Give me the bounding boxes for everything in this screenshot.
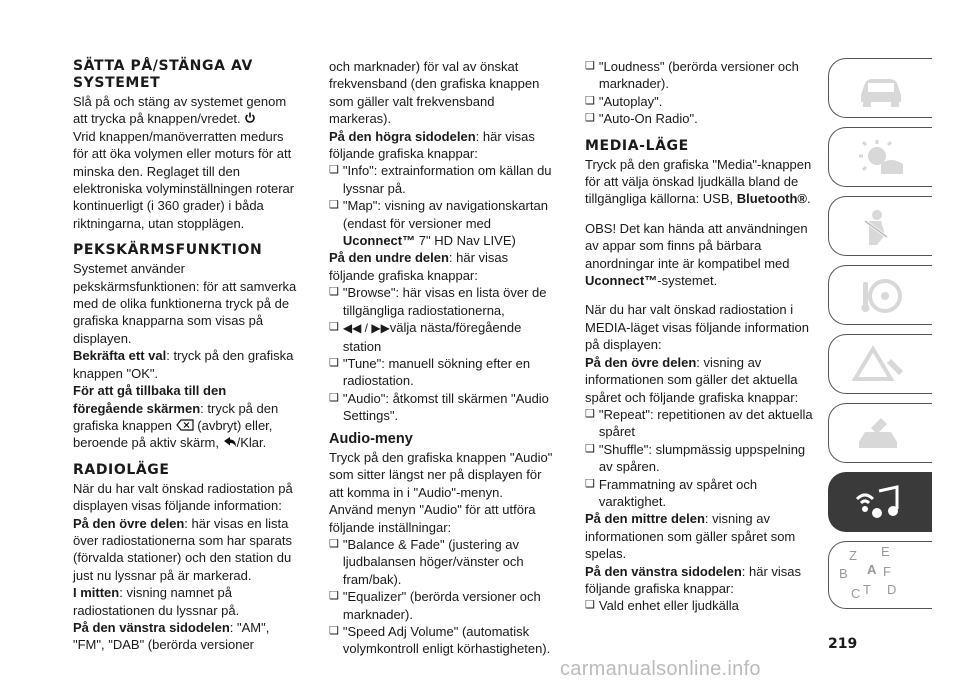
bold-term: För att gå tillbaka till den föregående skärmen [73, 383, 227, 416]
sun-dashboard-icon [851, 138, 911, 178]
column-2 [329, 58, 557, 658]
bold-term: Bekräfta ett val [73, 348, 167, 364]
text: "Loudness" (berörda versioner och marknader). [598, 59, 799, 92]
text: : "AM", "FM", "DAB" (berörda versioner [73, 619, 270, 653]
text: Vald enhet eller ljudkälla [598, 598, 739, 614]
tab-index[interactable] [828, 541, 932, 609]
prev-next-icon: ◀◀ / ▶▶ [342, 321, 390, 336]
brand-name: Uconnect™ [342, 233, 416, 249]
text: : här visas en lista över radiostationerna som har sparats (förvalda stationer) och den station du just nu lyssnar på är markerad. [73, 515, 292, 583]
index-letter: Z [849, 548, 857, 563]
tab-emergency[interactable] [828, 334, 932, 394]
bullet: ❑ [329, 199, 339, 212]
heading-touch: PEKSKÄRMSFUNKTION [73, 242, 263, 259]
text [343, 197, 557, 249]
bullet: ❑ [329, 321, 339, 334]
back-arrow-icon [223, 436, 237, 448]
list-item [329, 284, 557, 319]
text: 7" HD Nav LIVE) [418, 233, 516, 249]
heading-on-off: SÄTTA PÅ/STÄNGA AV SYSTEMET [73, 58, 253, 91]
steering-key-icon [851, 276, 911, 316]
bullet: ❑ [329, 164, 339, 177]
heading-audio-menu: Audio-meny [329, 430, 413, 447]
tab-starting-driving[interactable] [828, 265, 932, 325]
text: OBS! Det kan hända att användningen av appar som finns på bärbara anordningar inte är kompatibel med [585, 220, 808, 271]
text: Tryck på den grafiska "Media"-knappen för att välja önskad ljudkälla bland de tillgängliga källorna: USB, [585, 156, 812, 207]
text: välja nästa/föregående station [342, 320, 522, 354]
text: "Autoplay". [598, 93, 663, 109]
tab-multimedia[interactable] [828, 472, 932, 532]
text: : tryck på den grafiska knappen "OK". [73, 348, 294, 381]
text: : visning av informationen som gäller spåret som spelas. [585, 511, 796, 562]
tab-safety[interactable] [828, 196, 932, 256]
bullet: ❑ [329, 391, 339, 404]
watermark: carmanualsonline.info [560, 658, 761, 680]
text: "Audio": åtkomst till skärmen "Audio Settings". [342, 390, 549, 424]
brand-name: Bluetooth® [736, 191, 807, 207]
paragraph [73, 347, 299, 382]
page-number: 219 [828, 636, 858, 652]
column-3 [585, 58, 815, 615]
bullet: ❑ [585, 60, 595, 72]
text: : visning namnet på radiostationen du lyssnar på. [73, 585, 240, 618]
warning-triangle-icon [851, 345, 911, 385]
paragraph [73, 382, 299, 452]
index-letter: D [887, 582, 897, 597]
index-letter: B [839, 566, 848, 581]
bullet: ❑ [329, 590, 339, 603]
bullet: ❑ [329, 625, 339, 637]
heading-radio: RADIOLÄGE [73, 461, 170, 478]
index-letter: F [883, 564, 891, 579]
tab-car[interactable] [828, 58, 932, 118]
text: "Equalizer" (berörda versioner och marknader). [342, 589, 541, 622]
paragraph [585, 510, 815, 562]
text: : här visas följande grafiska knappar: [329, 128, 535, 162]
index-letter: E [881, 544, 890, 559]
list-item [329, 355, 557, 390]
text [343, 319, 557, 355]
bullet: ❑ [585, 477, 595, 490]
list-item [585, 441, 815, 476]
list-item [329, 588, 557, 623]
text: Frammatning av spåret och varaktighet. [598, 476, 758, 509]
text: "Repeat": repetitionen av det aktuella spåret [598, 406, 813, 440]
bullet: ❑ [585, 112, 595, 125]
list-item [329, 162, 557, 197]
heading-media: MEDIA-LÄGE [585, 137, 689, 154]
bold-term: På den övre delen [73, 515, 185, 531]
power-icon [244, 112, 256, 124]
bold-term: På den övre delen [585, 354, 697, 370]
list-item [585, 93, 815, 110]
bullet: ❑ [585, 599, 595, 612]
paragraph: När du har valt önskad radiostation på displayen visas följande information: [73, 480, 293, 514]
text: -systemet. [657, 273, 718, 289]
chapter-tabs [828, 58, 932, 618]
wrench-car-icon [851, 414, 911, 454]
paragraph [585, 354, 815, 406]
index-letter: T [863, 582, 871, 597]
bullet: ❑ [585, 442, 595, 455]
bullet: ❑ [329, 537, 339, 550]
paragraph [73, 619, 299, 654]
paragraph: Tryck på den grafiska knappen "Audio" som sitter längst ner på displayen för att komma in i "Audio"-menyn. [329, 449, 553, 500]
bullet: ❑ [585, 94, 595, 107]
text: : här visas följande grafiska knappar: [329, 250, 509, 283]
text: Slå på och stäng av systemet genom att trycka på knappen/vredet. [73, 94, 287, 127]
paragraph: och marknader) för val av önskat frekvensband (den grafiska knappen som gäller valt frekvensband markeras). [329, 59, 540, 127]
list-item [329, 197, 557, 249]
list-item [585, 110, 815, 127]
list-item [329, 390, 557, 425]
text: "Tune": manuell sökning efter en radiostation. [342, 355, 531, 389]
bold-term: I mitten [73, 585, 120, 601]
list-item [329, 623, 557, 658]
bold-term: På den högra sidodelen [329, 128, 476, 144]
bold-term: På den mittre delen [585, 511, 705, 527]
text: "Info": extrainformation om källan du lyssnar på. [342, 163, 552, 196]
paragraph: Systemet använder pekskärmsfunktionen: för att samverka med de olika funktionerna tryck på de grafiska knapparna som visas på displayen. [73, 261, 297, 346]
paragraph [329, 249, 557, 284]
paragraph [73, 584, 299, 619]
list-item [585, 476, 815, 511]
paragraph [329, 128, 557, 163]
list-item [585, 597, 815, 614]
paragraph: Vrid knappen/manöverratten medurs för att öka volymen eller moturs för att minska den. Reglaget till den elektroniska volyminställningen roterar kontinuerligt (i 360 grader) i båda riktningarna, utan stopplägen. [73, 128, 295, 231]
text: : visning av informationen som gäller det aktuella spåret och följande grafiska knappar: [585, 354, 799, 405]
tab-dashboard[interactable] [828, 127, 932, 187]
index-letter: A [867, 562, 877, 577]
bold-term: På den vänstra sidodelen [73, 619, 230, 635]
list-item [585, 58, 815, 93]
tab-maintenance[interactable] [828, 403, 932, 463]
bold-term: På den undre delen [329, 250, 449, 266]
paragraph: När du har valt önskad radiostation i MEDIA-läget visas följande information på displayen: [585, 302, 809, 353]
text: (avbryt) eller, beroende på aktiv skärm, [73, 417, 273, 451]
bullet: ❑ [329, 356, 339, 369]
text: "Browse": här visas en lista över de tillgängliga radiostationerna, [342, 285, 547, 318]
text: "Speed Adj Volume" (automatisk volymkontroll enligt körhastigheten). [342, 624, 551, 657]
text: "Auto-On Radio". [598, 111, 698, 127]
car-icon [851, 69, 911, 109]
backspace-icon [176, 419, 194, 431]
list-item [329, 536, 557, 588]
radio-music-icon [851, 483, 911, 523]
bullet: ❑ [329, 286, 339, 299]
column-1 [73, 58, 299, 654]
text: /Klar. [236, 435, 267, 451]
paragraph [73, 93, 299, 128]
bold-term: På den vänstra sidodelen [585, 563, 742, 579]
index-letter: C [851, 586, 861, 601]
list-item [329, 319, 557, 355]
text: : här visas följande grafiska knappar: [585, 563, 802, 596]
paragraph: Tryck på den grafiska "Media"-knappen för att välja önskad ljudkälla bland de tillgängliga källorna: USB, Bluetooth®. [585, 156, 812, 207]
paragraph: Använd menyn "Audio" för att utföra följande inställningar: [329, 502, 536, 535]
brand-name: Uconnect™ [585, 273, 658, 289]
text: : tryck på den grafiska knappen [73, 400, 279, 433]
text: "Map": visning av navigationskartan (endast för versioner med [342, 198, 548, 231]
paragraph [73, 515, 299, 585]
text: "Shuffle": slumpmässig uppspelning av spåren. [598, 441, 806, 475]
paragraph [585, 220, 815, 290]
list-item [585, 406, 815, 441]
airbag-seat-icon [851, 207, 911, 247]
paragraph [585, 563, 815, 598]
text: "Balance & Fade" (justering av ljudbalansen höger/vänster och fram/bak). [342, 536, 524, 587]
bullet: ❑ [585, 407, 595, 420]
